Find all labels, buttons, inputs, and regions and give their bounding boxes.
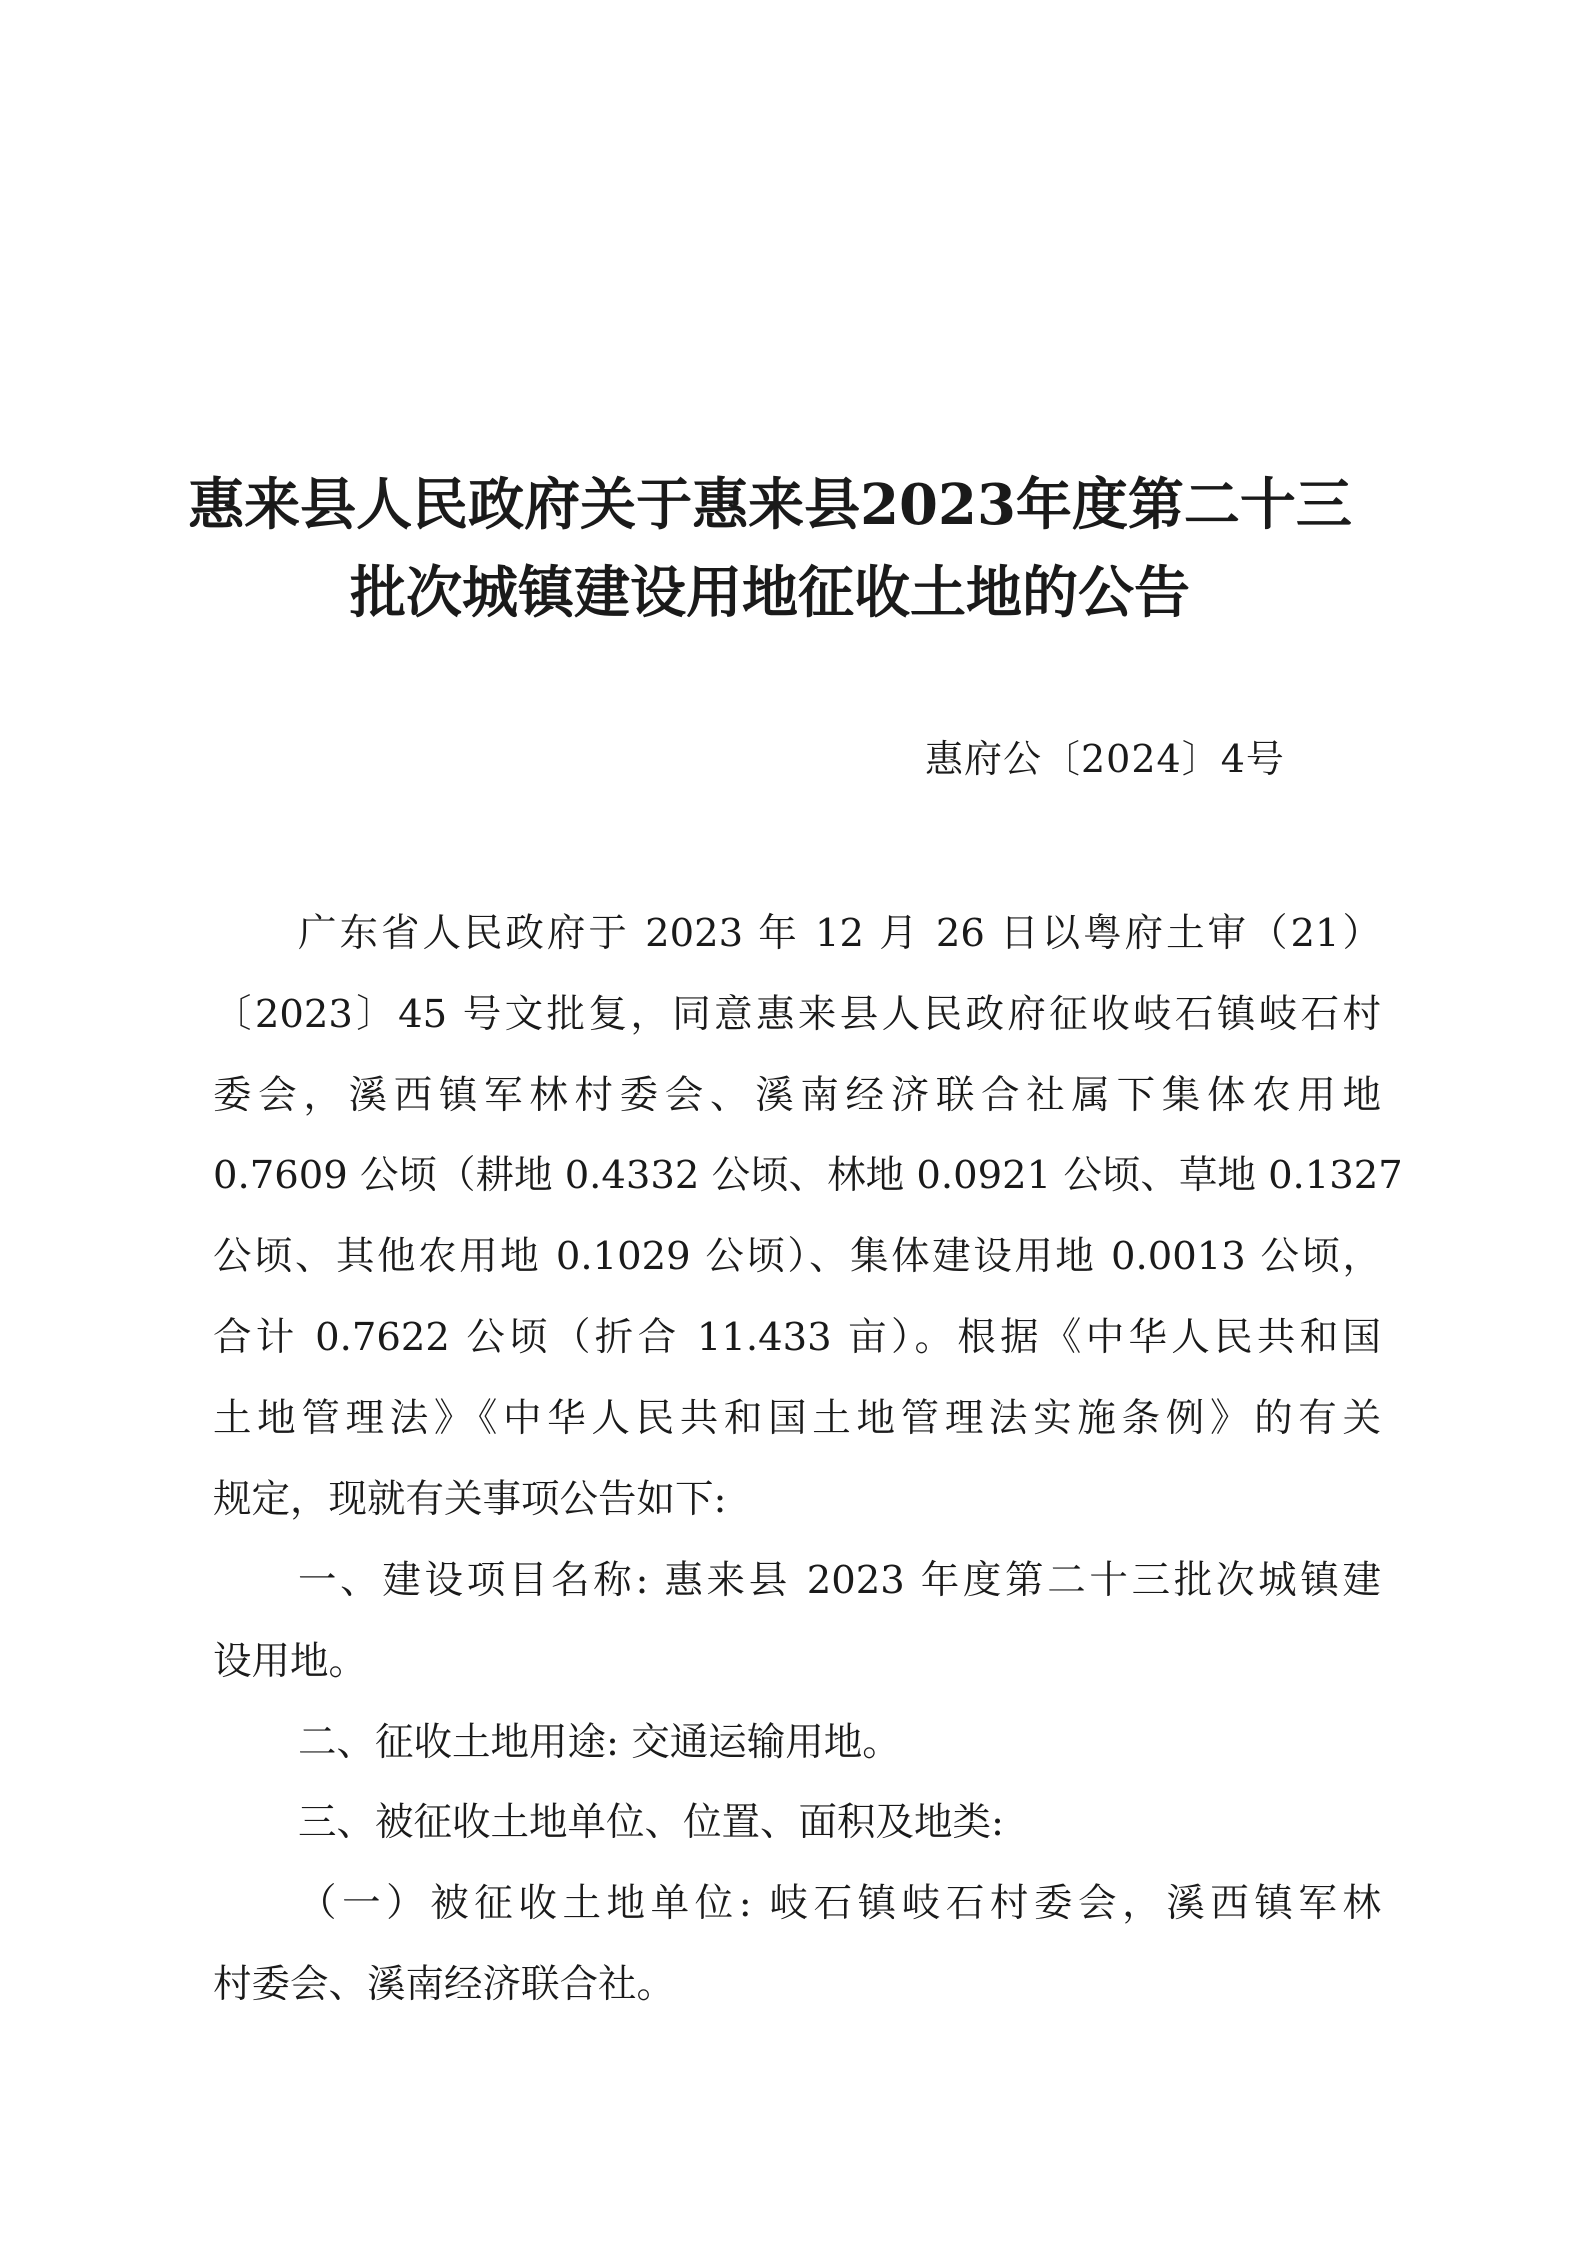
body-line: 规定，现就有关事项公告如下: bbox=[213, 1477, 727, 1522]
body-line: 委会，溪西镇军林村委会、溪南经济联合社属下集体农用地 bbox=[213, 1073, 1381, 1118]
body-line: 土地管理法》《中华人民共和国土地管理法实施条例》的有关 bbox=[213, 1396, 1381, 1441]
body-line: 设用地。 bbox=[213, 1639, 368, 1684]
section-heading-2: 二、征收土地用途: 交通运输用地。 bbox=[298, 1720, 901, 1765]
body-line: 合计 0.7622 公顷（折合 11.433 亩）。根据《中华人民共和国 bbox=[213, 1315, 1381, 1360]
title-line-1: 惠来县人民政府关于惠来县2023年度第二十三 bbox=[188, 472, 1352, 538]
body-line: 〔2023〕45 号文批复，同意惠来县人民政府征收岐石镇岐石村 bbox=[213, 992, 1381, 1037]
subsection-heading-1: （一）被征收土地单位: 岐石镇岐石村委会，溪西镇军林 bbox=[298, 1881, 1381, 1926]
body-line: 0.7609 公顷（耕地 0.4332 公顷、林地 0.0921 公顷、草地 0.1327 bbox=[213, 1153, 1403, 1198]
body-line: 村委会、溪南经济联合社。 bbox=[213, 1962, 676, 2007]
title-line-2: 批次城镇建设用地征收土地的公告 bbox=[350, 560, 1190, 626]
body-line: 公顷、其他农用地 0.1029 公顷）、集体建设用地 0.0013 公顷， bbox=[213, 1234, 1381, 1279]
document-number: 惠府公〔2024〕4号 bbox=[925, 737, 1285, 781]
body-line: 广东省人民政府于 2023 年 12 月 26 日以粤府土审（21） bbox=[298, 911, 1381, 956]
section-heading-1: 一、建设项目名称: 惠来县 2023 年度第二十三批次城镇建 bbox=[298, 1558, 1381, 1603]
section-heading-3: 三、被征收土地单位、位置、面积及地类: bbox=[298, 1800, 1004, 1845]
